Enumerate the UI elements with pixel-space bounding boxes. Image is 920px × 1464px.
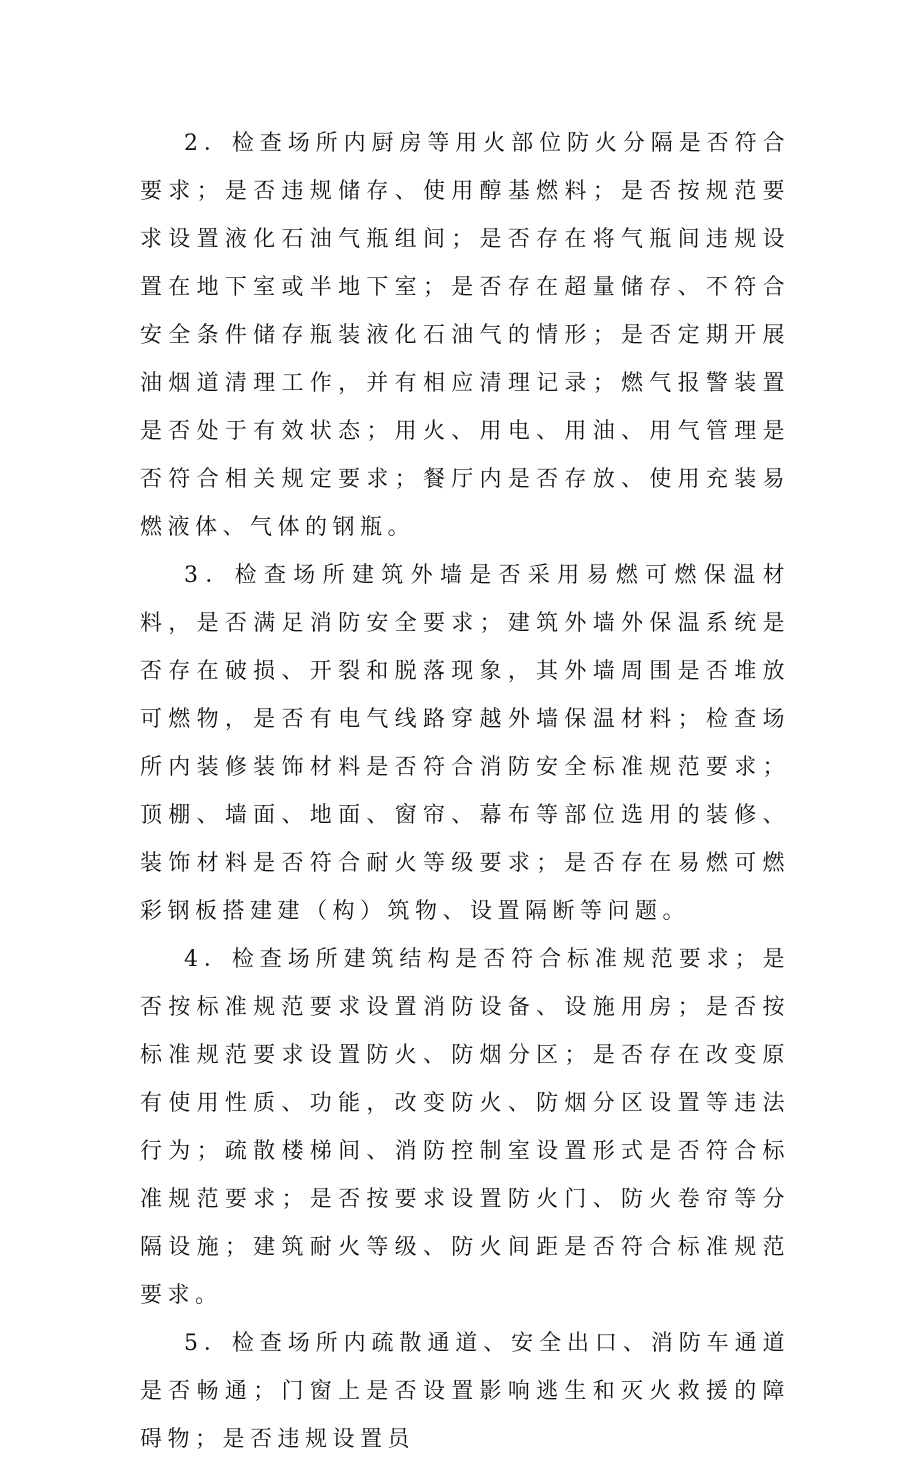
paragraph-4: 4．检查场所建筑结构是否符合标准规范要求；是否按标准规范要求设置消防设备、设施用房；是否按标准规范要求设置防火、防烟分区；是否存在改变原有使用性质、功能，改变防火、防烟分区设置等违法行为；疏散楼梯间、消防控制室设置形式是否符合标准规范要求；是否按要求设置防火门、防火卷帘等分隔设施；建筑耐火等级、防火间距是否符合标准规范要求。 <box>140 947 790 1308</box>
paragraph-5: 5．检查场所内疏散通道、安全出口、消防车通道是否畅通；门窗上是否设置影响逃生和灭火救援的障碍物；是否违规设置员 <box>140 1331 790 1452</box>
paragraph-2: 2．检查场所内厨房等用火部位防火分隔是否符合要求；是否违规储存、使用醇基燃料；是否按规范要求设置液化石油气瓶组间；是否存在将气瓶间违规设置在地下室或半地下室；是否存在超量储存、不符合安全条件储存瓶装液化石油气的情形；是否定期开展油烟道清理工作，并有相应清理记录；燃气报警装置是否处于有效状态；用火、用电、用油、用气管理是否符合相关规定要求；餐厅内是否存放、使用充装易燃液体、气体的钢瓶。 <box>140 131 790 540</box>
document-body <box>140 120 790 1464</box>
paragraph-3: 3．检查场所建筑外墙是否采用易燃可燃保温材料，是否满足消防安全要求；建筑外墙外保温系统是否存在破损、开裂和脱落现象，其外墙周围是否堆放可燃物，是否有电气线路穿越外墙保温材料；检查场所内装修装饰材料是否符合消防安全标准规范要求；顶棚、墙面、地面、窗帘、幕布等部位选用的装修、装饰材料是否符合耐火等级要求；是否存在易燃可燃彩钢板搭建建（构）筑物、设置隔断等问题。 <box>140 563 790 924</box>
